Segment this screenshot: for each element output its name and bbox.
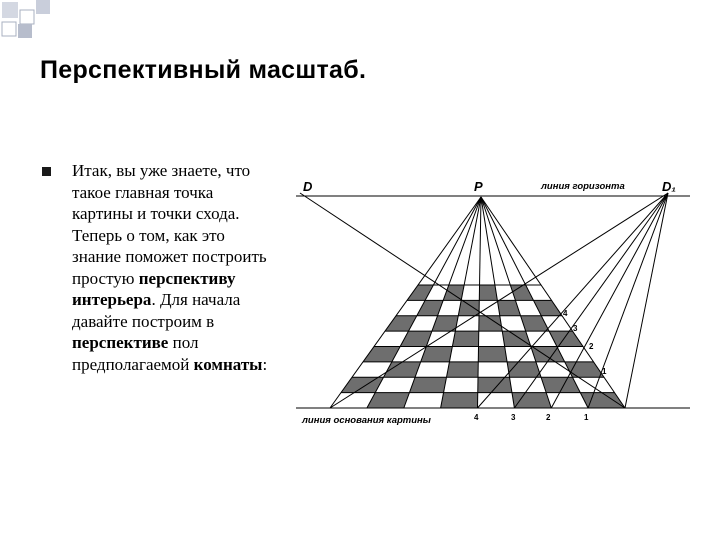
floor-cell-dark	[458, 300, 479, 315]
side-number-label: 3	[573, 324, 578, 333]
side-number-label: 2	[589, 342, 594, 351]
side-number-label: 1	[602, 367, 607, 376]
floor-cell-dark	[341, 377, 384, 392]
floor-cell-dark	[447, 362, 479, 377]
base-number-label: 1	[584, 413, 589, 422]
bullet-paragraph	[72, 160, 272, 375]
perspective-floor-diagram	[292, 172, 692, 428]
base-number-label: 3	[511, 413, 516, 422]
ray-from-d1	[625, 193, 668, 408]
floor-cell-dark	[384, 362, 421, 377]
decorative-squares	[0, 0, 720, 40]
construction-lines	[296, 193, 690, 408]
floor-cell-dark	[479, 316, 502, 331]
base-number-label: 2	[546, 413, 551, 422]
floor-cell-dark	[385, 316, 417, 331]
horizon-label: линия горизонта	[541, 181, 625, 192]
diagonal-from-d1	[330, 193, 668, 408]
floor-cell-dark	[452, 331, 478, 346]
ray-from-d1	[588, 193, 668, 408]
floor-cell-dark	[441, 393, 478, 408]
baseline-label: линия основания картины	[302, 415, 431, 426]
text-run: пол предполагаемой	[72, 333, 199, 374]
bold-term: комнаты	[193, 354, 263, 374]
floor-cell-dark	[367, 393, 410, 408]
text-run: :	[262, 354, 268, 374]
floor-cell-dark	[479, 285, 497, 300]
label-p: P	[474, 179, 483, 194]
floor-cell-dark	[565, 362, 604, 377]
text-run: . Для начала давайте построим в	[72, 290, 241, 331]
bold-term: перспективе	[72, 333, 169, 352]
base-numbers	[474, 413, 589, 422]
base-number-label: 4	[474, 413, 479, 422]
floor-cell-dark	[409, 377, 446, 392]
slide-title: Перспективный масштаб.	[40, 56, 367, 84]
floor-cell-dark	[497, 300, 520, 315]
side-number-label: 4	[563, 309, 568, 318]
text-run: Итак, вы уже знаете, что такое главная точка картины и точки схода. Теперь о том, как это знание поможет построить простую	[72, 161, 267, 288]
bold-term: перспективу интерьера	[72, 268, 236, 309]
floor-cell-dark	[512, 393, 551, 408]
bullet-marker	[42, 167, 51, 176]
floor-cell-dark	[478, 347, 507, 362]
ray-from-d1	[551, 193, 668, 408]
floor-cell-dark	[478, 377, 512, 392]
label-d1: D₁	[662, 179, 676, 194]
label-d: D	[303, 179, 313, 194]
